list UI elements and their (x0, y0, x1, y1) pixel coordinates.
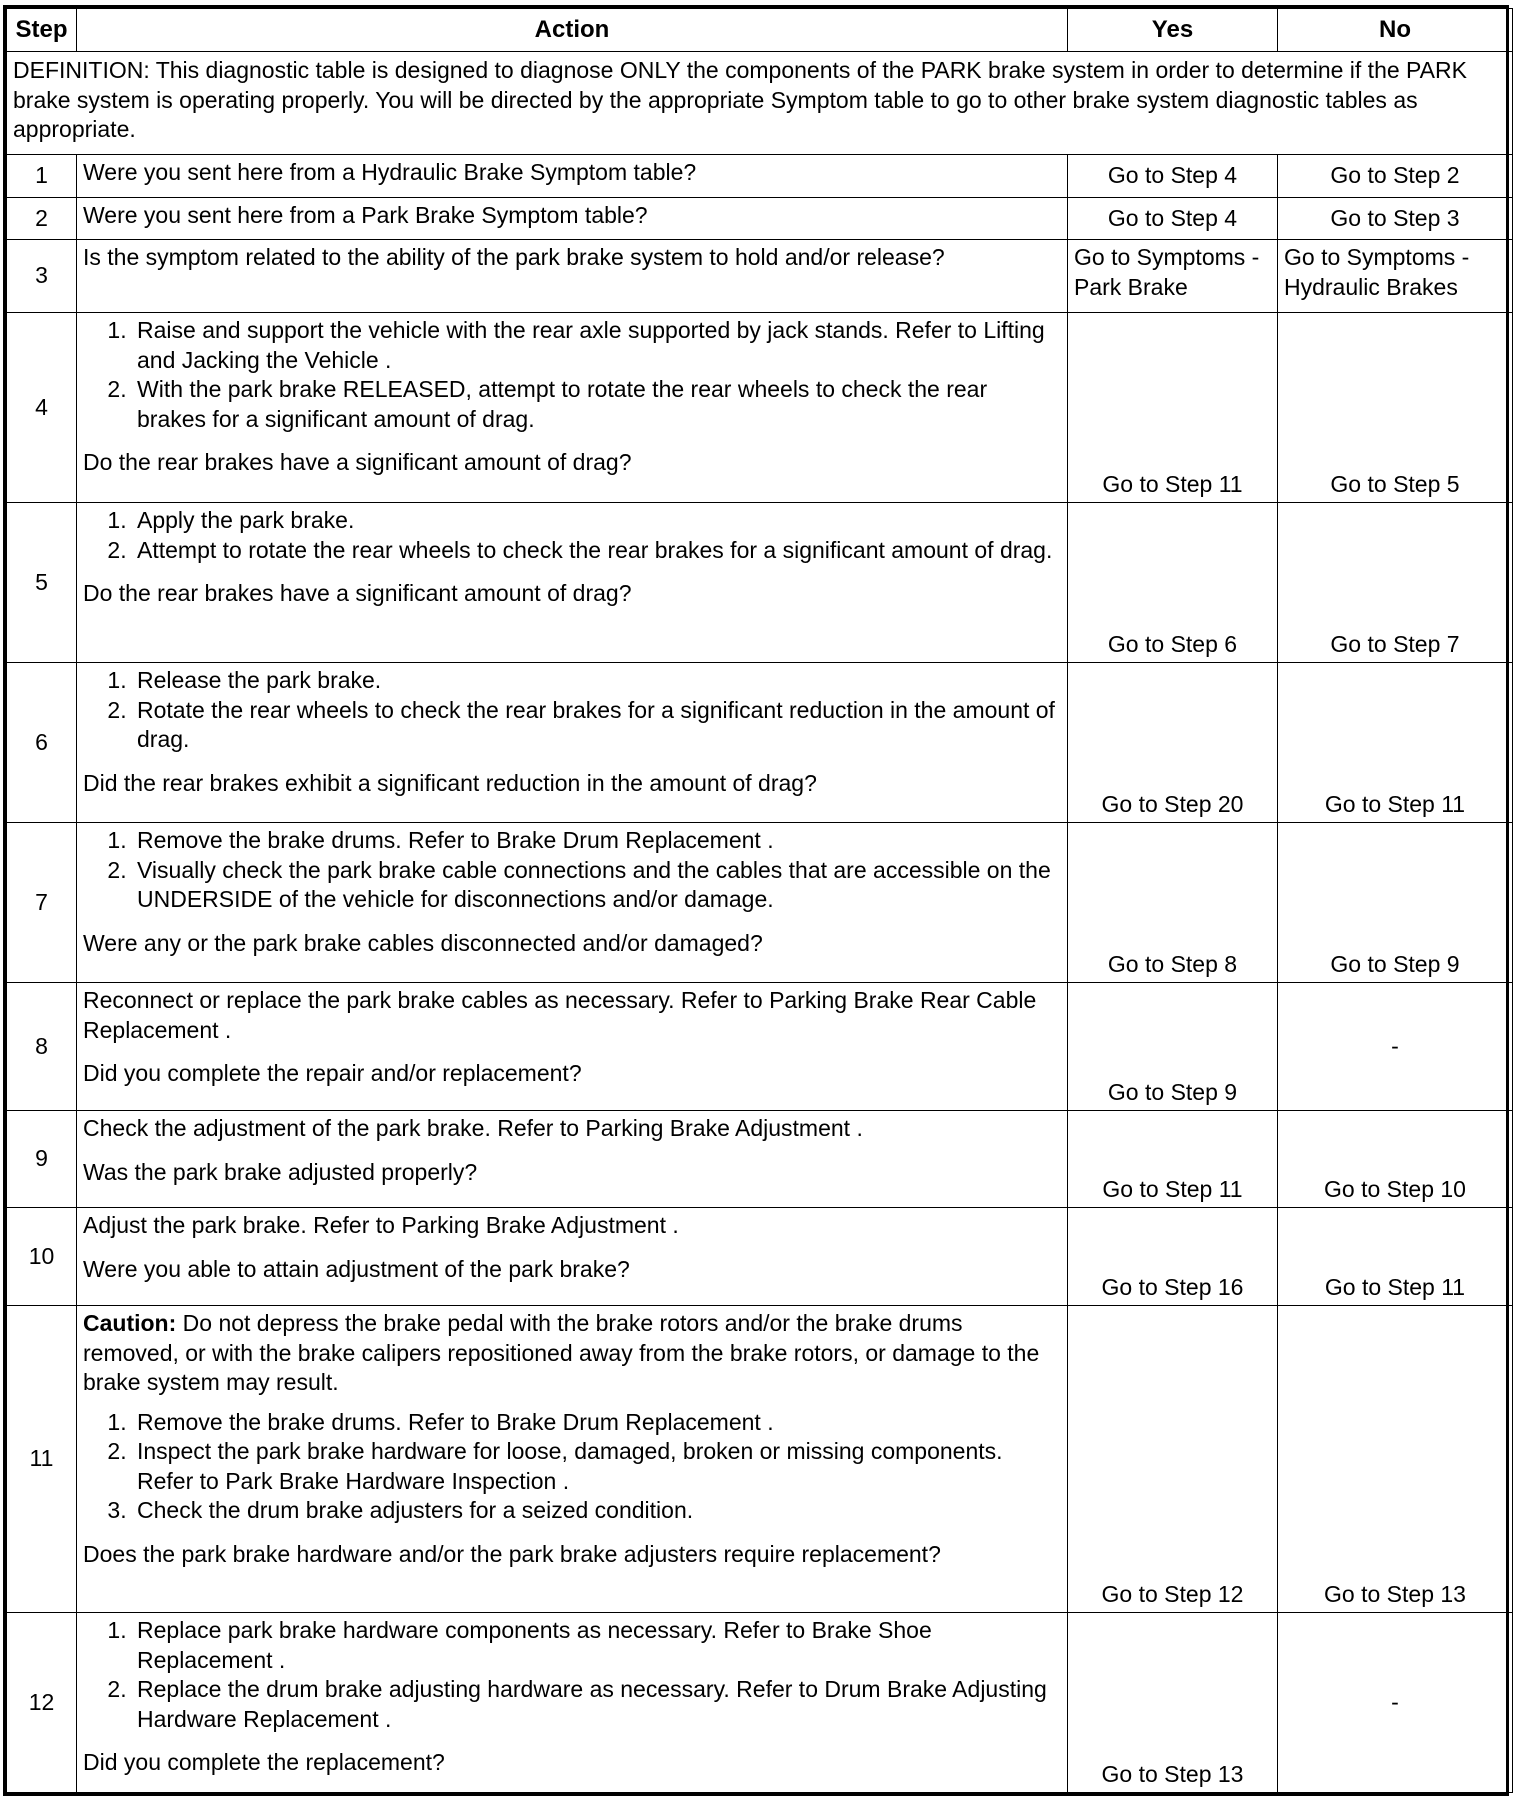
list-item: 2. With the park brake RELEASED, attempt to rotate the rear wheels to check the rear brakes for a significant amount of drag. (133, 375, 1061, 434)
procedure-list (83, 1616, 1061, 1734)
list-item: 2. Inspect the park brake hardware for loose, damaged, broken or missing components. Refer to Park Brake Hardware Inspection . (133, 1437, 1061, 1496)
table-row (7, 1306, 1513, 1613)
question-text: Do the rear brakes have a significant amount of drag? (83, 449, 632, 475)
procedure-list (83, 666, 1061, 755)
action-cell (77, 1111, 1068, 1208)
table-row (7, 983, 1513, 1111)
action-cell (77, 663, 1068, 823)
step-number: 11 (7, 1306, 77, 1613)
question-text: Were you able to attain adjustment of the park brake? (83, 1255, 630, 1282)
definition-text: DEFINITION: This diagnostic table is designed to diagnose ONLY the components of the PARK brake system in order to determine if the PARK brake system is operating properly. You will be directed by the appropriate Symptom table to go to other brake system diagnostic tables as appropriate. (7, 52, 1513, 155)
step-number: 8 (7, 983, 77, 1111)
action-cell (77, 503, 1068, 663)
yes-result: Go to Step 4 (1068, 198, 1278, 240)
list-item: 1. Release the park brake. (133, 666, 1061, 696)
no-result: Go to Step 13 (1278, 1306, 1513, 1613)
procedure-list (83, 316, 1061, 434)
list-item: 2. Rotate the rear wheels to check the rear brakes for a significant reduction in the amount of drag. (133, 696, 1061, 755)
no-result: Go to Step 7 (1278, 503, 1513, 663)
question-text: Was the park brake adjusted properly? (83, 1158, 478, 1185)
no-result: Go to Symptoms - Hydraulic Brakes (1278, 240, 1513, 313)
action-cell (77, 823, 1068, 983)
table-row (7, 198, 1513, 240)
action-text: Adjust the park brake. Refer to Parking Brake Adjustment . (83, 1212, 679, 1238)
caution-label: Caution: (83, 1310, 177, 1336)
caution-text: Do not depress the brake pedal with the brake rotors and/or the brake drums removed, or with the brake calipers repositioned away from the brake rotors, or damage to the brake system may result. (83, 1310, 1040, 1395)
list-item: 2. Replace the drum brake adjusting hardware as necessary. Refer to Drum Brake Adjusting Hardware Replacement . (133, 1675, 1061, 1734)
caution-note (83, 1309, 1061, 1398)
yes-result: Go to Step 13 (1068, 1613, 1278, 1793)
question-text: Were any or the park brake cables disconnected and/or damaged? (83, 929, 763, 956)
definition-row (7, 52, 1513, 155)
action-text: Check the adjustment of the park brake. Refer to Parking Brake Adjustment . (83, 1115, 863, 1141)
no-result: Go to Step 11 (1278, 663, 1513, 823)
question-text: Did you complete the repair and/or replacement? (83, 1060, 582, 1086)
yes-result: Go to Step 9 (1068, 983, 1278, 1111)
step-number: 12 (7, 1613, 77, 1793)
table-row (7, 503, 1513, 663)
header-row (7, 9, 1513, 52)
table-row (7, 823, 1513, 983)
list-item: 1. Remove the brake drums. Refer to Brake Drum Replacement . (133, 1408, 1061, 1438)
list-item: 1. Replace park brake hardware components as necessary. Refer to Brake Shoe Replacement . (133, 1616, 1061, 1675)
list-item: 1. Remove the brake drums. Refer to Brake Drum Replacement . (133, 826, 1061, 856)
table-row (7, 1111, 1513, 1208)
yes-result: Go to Step 11 (1068, 1111, 1278, 1208)
step-number: 9 (7, 1111, 77, 1208)
no-result: Go to Step 3 (1278, 198, 1513, 240)
action-cell (77, 1613, 1068, 1793)
step-number: 10 (7, 1208, 77, 1306)
table-row (7, 1613, 1513, 1793)
table-row (7, 313, 1513, 503)
action-text: Were you sent here from a Hydraulic Brake Symptom table? (77, 155, 1068, 198)
no-result: Go to Step 2 (1278, 155, 1513, 198)
header-action: Action (77, 9, 1068, 52)
step-number: 4 (7, 313, 77, 503)
no-result: Go to Step 5 (1278, 313, 1513, 503)
yes-result: Go to Step 6 (1068, 503, 1278, 663)
table-row (7, 240, 1513, 313)
step-number: 6 (7, 663, 77, 823)
list-item: 3. Check the drum brake adjusters for a seized condition. (133, 1496, 1061, 1526)
list-item: 2. Attempt to rotate the rear wheels to check the rear brakes for a significant amount of drag. (133, 536, 1061, 566)
yes-result: Go to Step 12 (1068, 1306, 1278, 1613)
question-text: Did the rear brakes exhibit a significant reduction in the amount of drag? (83, 769, 817, 796)
header-step: Step (7, 9, 77, 52)
action-text: Is the symptom related to the ability of the park brake system to hold and/or release? (77, 240, 1068, 313)
step-number: 1 (7, 155, 77, 198)
procedure-list (83, 826, 1061, 915)
no-result: Go to Step 10 (1278, 1111, 1513, 1208)
step-number: 5 (7, 503, 77, 663)
action-text: Reconnect or replace the park brake cables as necessary. Refer to Parking Brake Rear Cable Replacement . (83, 987, 1037, 1043)
yes-result: Go to Step 16 (1068, 1208, 1278, 1306)
no-result: Go to Step 11 (1278, 1208, 1513, 1306)
table-row (7, 1208, 1513, 1306)
yes-result: Go to Step 8 (1068, 823, 1278, 983)
question-text: Does the park brake hardware and/or the park brake adjusters require replacement? (83, 1540, 941, 1567)
step-number: 7 (7, 823, 77, 983)
action-text: Were you sent here from a Park Brake Symptom table? (77, 198, 1068, 240)
header-yes: Yes (1068, 9, 1278, 52)
list-item: 2. Visually check the park brake cable connections and the cables that are accessible on the UNDERSIDE of the vehicle for disconnections and/or damage. (133, 856, 1061, 915)
no-result: - (1278, 1613, 1513, 1793)
action-cell (77, 983, 1068, 1111)
list-item: 1. Apply the park brake. (133, 506, 1061, 536)
header-no: No (1278, 9, 1513, 52)
no-result: - (1278, 983, 1513, 1111)
question-text: Did you complete the replacement? (83, 1749, 445, 1775)
diagnostic-table-document (3, 5, 1509, 1796)
question-text: Do the rear brakes have a significant amount of drag? (83, 580, 632, 606)
no-result: Go to Step 9 (1278, 823, 1513, 983)
yes-result: Go to Step 20 (1068, 663, 1278, 823)
procedure-list (83, 1408, 1061, 1526)
action-cell (77, 313, 1068, 503)
yes-result: Go to Symptoms - Park Brake (1068, 240, 1278, 313)
procedure-list (83, 506, 1061, 565)
yes-result: Go to Step 11 (1068, 313, 1278, 503)
action-cell (77, 1208, 1068, 1306)
diagnostic-table (6, 8, 1513, 1793)
list-item: 1. Raise and support the vehicle with the rear axle supported by jack stands. Refer to Lifting and Jacking the Vehicle . (133, 316, 1061, 375)
yes-result: Go to Step 4 (1068, 155, 1278, 198)
action-cell (77, 1306, 1068, 1613)
table-row (7, 663, 1513, 823)
table-row (7, 155, 1513, 198)
step-number: 3 (7, 240, 77, 313)
step-number: 2 (7, 198, 77, 240)
